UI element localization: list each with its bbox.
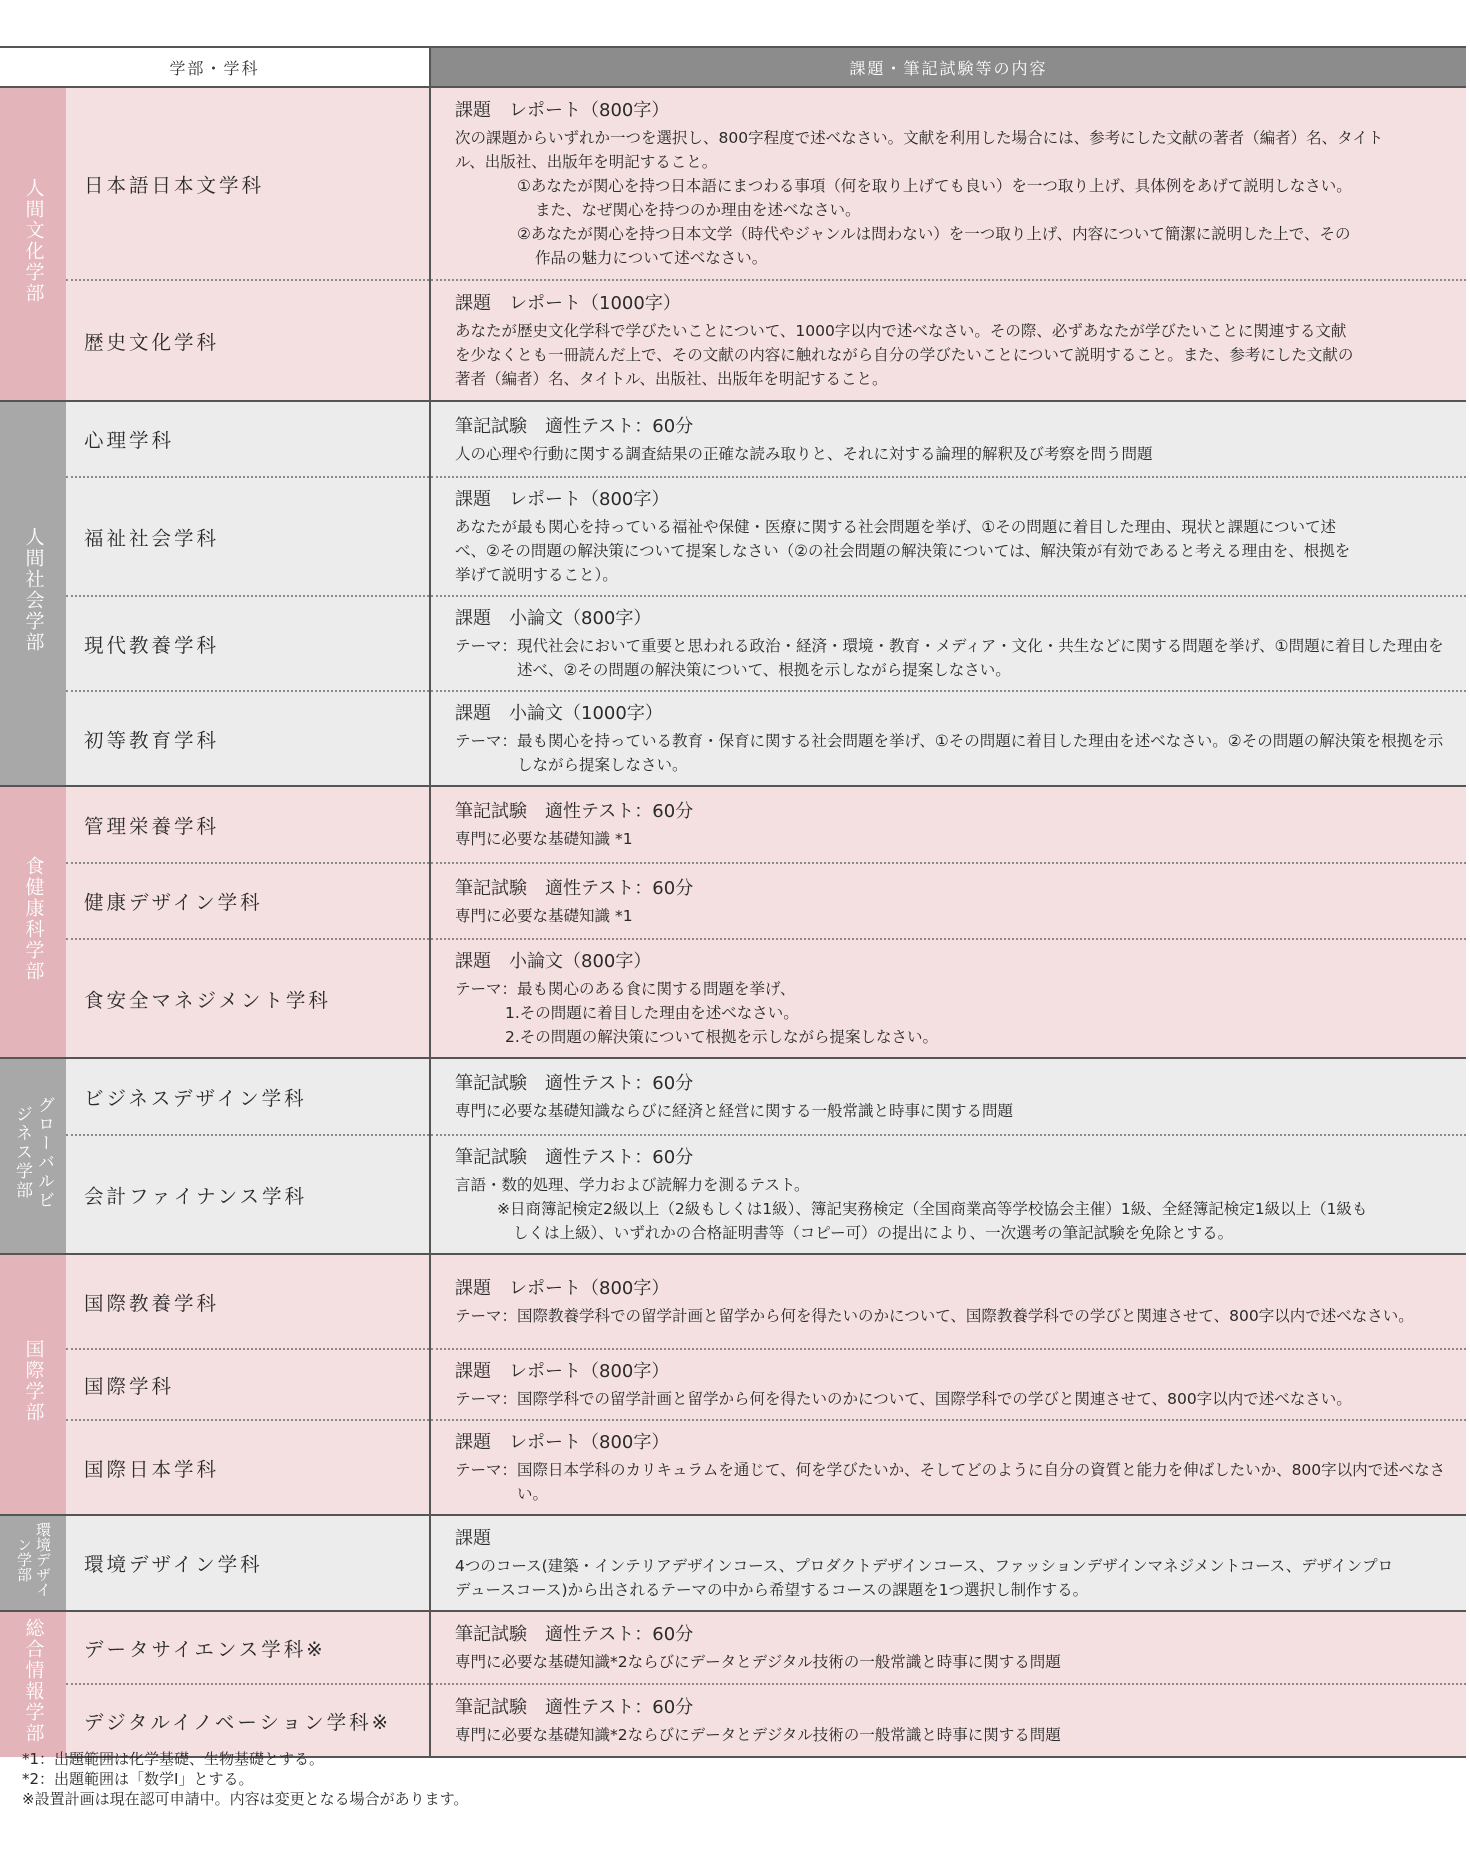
content-title: 筆記試験 適性テスト：60分	[455, 1073, 694, 1094]
content-title: 課題 小論文（1000字）	[455, 703, 663, 724]
faculty-cell	[0, 401, 66, 786]
theme-text: 国際教養学科での留学計画と留学から何を得たいのかについて、国際教養学科での学びと関連させて、800字以内で述べなさい。	[517, 1307, 1414, 1325]
header-dept-column: 学部・学科	[0, 47, 430, 87]
table-header-row	[0, 47, 1466, 87]
content-item: ①あなたが関心を持つ日本語にまつわる事項（何を取り上げても良い）を一つ取り上げ、具体例をあげて説明しなさい。	[517, 177, 1352, 195]
department-name: 歴史文化学科	[66, 280, 430, 401]
content-line: 専門に必要な基礎知識*2ならびにデータとデジタル技術の一般常識と時事に関する問題	[455, 1653, 1061, 1671]
content-item: ②あなたが関心を持つ日本文学（時代やジャンルは問わない）を一つ取り上げ、内容について簡潔に説明した上で、その	[517, 225, 1351, 243]
content-cell	[430, 87, 1466, 280]
table-row	[0, 1349, 1466, 1420]
content-line: 専門に必要な基礎知識ならびに経済と経営に関する一般常識と時事に関する問題	[455, 1102, 1014, 1120]
theme-block	[455, 1387, 1454, 1411]
department-name: 初等教育学科	[66, 691, 430, 786]
content-line: 次の課題からいずれか一つを選択し、800字程度で述べなさい。文献を利用した場合には、参考にした文献の著者（編者）名、タイト	[455, 129, 1384, 147]
theme-subitem: 1.その問題に着目した理由を述べなさい。	[505, 1004, 799, 1022]
department-name: 健康デザイン学科	[66, 863, 430, 939]
faculty-cell	[0, 1254, 66, 1515]
theme-label: テーマ：	[455, 1390, 518, 1408]
theme-text: 国際日本学科のカリキュラムを通じて、何を学びたいか、そしてどのように自分の資質と能力を伸ばしたいか、800字以内で述べなさい。	[517, 1461, 1446, 1503]
content-line: 専門に必要な基礎知識 *1	[455, 830, 633, 848]
content-line: あなたが歴史文化学科で学びたいことについて、1000字以内で述べなさい。その際、必ずあなたが学びたいことに関連する文献	[455, 322, 1347, 340]
department-name: 管理栄養学科	[66, 786, 430, 863]
content-cell	[430, 939, 1466, 1058]
content-title: 課題 レポート（800字）	[455, 1432, 670, 1453]
footnote: *2：出題範囲は「数学Ⅰ」とする。	[22, 1770, 254, 1788]
content-cell	[430, 477, 1466, 596]
theme-block	[455, 634, 1454, 682]
table-row	[0, 280, 1466, 401]
department-name: 環境デザイン学科	[66, 1515, 430, 1611]
table-row	[0, 863, 1466, 939]
exemption-note-continued: しくは上級）、いずれかの合格証明書等（コピー可）の提出により、一次選考の筆記試験を免除とする。	[513, 1224, 1234, 1242]
table-row	[0, 1515, 1466, 1611]
content-line: 言語・数的処理、学力および読解力を測るテスト。	[455, 1176, 810, 1194]
content-cell	[430, 1684, 1466, 1757]
content-title: 課題 レポート（800字）	[455, 1361, 670, 1382]
content-line: 挙げて説明すること）。	[455, 566, 618, 584]
content-title: 課題 レポート（800字）	[455, 1278, 670, 1299]
table-row	[0, 596, 1466, 691]
content-title: 課題 レポート（800字）	[455, 489, 670, 510]
table-row	[0, 87, 1466, 280]
department-name: 国際学科	[66, 1349, 430, 1420]
theme-block	[455, 977, 1454, 1001]
table-row	[0, 1684, 1466, 1757]
content-line: を少なくとも一冊読んだ上で、その文献の内容に触れながら自分の学びたいことについて説明すること。また、参考にした文献の	[455, 346, 1354, 364]
faculty-cell	[0, 1611, 66, 1757]
theme-text: 国際学科での留学計画と留学から何を得たいのかについて、国際学科での学びと関連させて、800字以内で述べなさい。	[517, 1390, 1352, 1408]
content-cell	[430, 596, 1466, 691]
department-name: デジタルイノベーション学科※	[66, 1684, 430, 1757]
content-cell	[430, 1515, 1466, 1611]
content-item-continued: 作品の魅力について述べなさい。	[535, 249, 768, 267]
faculty-cell	[0, 1058, 66, 1254]
theme-block	[455, 1458, 1454, 1506]
faculty-name: 環境デザイン学部	[15, 1522, 52, 1597]
content-line: ル、出版社、出版年を明記すること。	[455, 153, 718, 171]
table-row	[0, 1611, 1466, 1684]
department-name: 現代教養学科	[66, 596, 430, 691]
content-title: 筆記試験 適性テスト：60分	[455, 1624, 694, 1645]
content-title: 課題 レポート（800字）	[455, 100, 670, 121]
department-name: 食安全マネジメント学科	[66, 939, 430, 1058]
content-cell	[430, 1611, 1466, 1684]
department-name: データサイエンス学科※	[66, 1611, 430, 1684]
faculty-name: 国際学部	[22, 1339, 45, 1423]
exemption-note: ※日商簿記検定2級以上（2級もしくは1級）、簿記実務検定（全国商業高等学校協会主催）1級、全経簿記検定1級以上（1級も	[497, 1200, 1368, 1218]
content-line: 人の心理や行動に関する調査結果の正確な読み取りと、それに対する論理的解釈及び考察を問う問題	[455, 444, 1153, 463]
content-line: 著者（編者）名、タイトル、出版社、出版年を明記すること。	[455, 370, 888, 388]
faculty-name: グローバルビジネス学部	[12, 1095, 54, 1210]
faculty-cell	[0, 786, 66, 1058]
content-line: 専門に必要な基礎知識 *1	[455, 906, 633, 925]
table-row	[0, 691, 1466, 786]
content-title: 筆記試験 適性テスト：60分	[455, 801, 694, 822]
department-name: 会計ファイナンス学科	[66, 1135, 430, 1254]
theme-label: テーマ：	[455, 637, 518, 655]
faculty-cell	[0, 1515, 66, 1611]
content-title: 筆記試験 適性テスト：60分	[455, 1697, 694, 1718]
content-cell	[430, 1058, 1466, 1135]
content-cell	[430, 280, 1466, 401]
theme-label: テーマ：	[455, 1461, 518, 1479]
faculty-name: 食健康科学部	[22, 855, 45, 982]
exam-content-table	[0, 46, 1466, 1758]
theme-label: テーマ：	[455, 732, 518, 750]
content-cell	[430, 1254, 1466, 1349]
content-cell	[430, 863, 1466, 939]
table-row	[0, 401, 1466, 477]
table-row	[0, 1135, 1466, 1254]
footnotes	[22, 1749, 468, 1809]
footnote: *1：出題範囲は化学基礎、生物基礎とする。	[22, 1750, 325, 1768]
content-cell	[430, 1349, 1466, 1420]
theme-block	[455, 1304, 1454, 1328]
content-line: べ、②その問題の解決策について提案しなさい（②の社会問題の解決策については、解決策が有効であると考える理由を、根拠を	[455, 542, 1351, 560]
theme-text: 最も関心のある食に関する問題を挙げ、	[517, 980, 796, 998]
table-row	[0, 1420, 1466, 1515]
footnote: ※設置計画は現在認可申請中。内容は変更となる場合があります。	[22, 1790, 469, 1808]
theme-text: 現代社会において重要と思われる政治・経済・環境・教育・メディア・文化・共生などに関する問題を挙げ、①問題に着目した理由を述べ、②その問題の解決策について、根拠を示しながら提案しなさい。	[517, 637, 1444, 679]
theme-block	[455, 729, 1454, 777]
content-line: あなたが最も関心を持っている福祉や保健・医療に関する社会問題を挙げ、①その問題に着目した理由、現状と課題について述	[455, 518, 1336, 536]
exam-table-container	[0, 46, 1466, 1758]
content-cell	[430, 401, 1466, 477]
department-name: 日本語日本文学科	[66, 87, 430, 280]
faculty-cell	[0, 87, 66, 401]
faculty-name: 総合情報学部	[22, 1618, 45, 1744]
table-row	[0, 786, 1466, 863]
theme-label: テーマ：	[455, 1307, 518, 1325]
content-title: 筆記試験 適性テスト：60分	[455, 415, 694, 437]
department-name: 心理学科	[66, 401, 430, 477]
content-line: 専門に必要な基礎知識*2ならびにデータとデジタル技術の一般常識と時事に関する問題	[455, 1726, 1061, 1744]
content-title: 課題 小論文（800字）	[455, 951, 652, 972]
content-cell	[430, 691, 1466, 786]
content-item-continued: また、なぜ関心を持つのか理由を述べなさい。	[535, 201, 861, 219]
content-cell	[430, 1420, 1466, 1515]
header-content-column: 課題・筆記試験等の内容	[430, 47, 1466, 87]
theme-label: テーマ：	[455, 980, 518, 998]
faculty-name: 人間社会学部	[22, 527, 45, 653]
content-cell	[430, 1135, 1466, 1254]
content-title: 課題 レポート（1000字）	[455, 293, 681, 314]
theme-text: 最も関心を持っている教育・保育に関する社会問題を挙げ、①その問題に着目した理由を述べなさい。②その問題の解決策を根拠を示しながら提案しなさい。	[517, 732, 1444, 774]
table-row	[0, 939, 1466, 1058]
department-name: 福祉社会学科	[66, 477, 430, 596]
table-row	[0, 477, 1466, 596]
department-name: ビジネスデザイン学科	[66, 1058, 430, 1135]
department-name: 国際教養学科	[66, 1254, 430, 1349]
content-title: 筆記試験 適性テスト：60分	[455, 1147, 694, 1168]
faculty-name: 人間文化学部	[22, 177, 45, 304]
content-line: デュースコース)から出されるテーマの中から希望するコースの課題を1つ選択し制作する。	[455, 1580, 1089, 1599]
table-row	[0, 1058, 1466, 1135]
department-name: 国際日本学科	[66, 1420, 430, 1515]
content-title: 筆記試験 適性テスト：60分	[455, 877, 694, 899]
table-row	[0, 1254, 1466, 1349]
content-cell	[430, 786, 1466, 863]
content-title: 課題	[455, 1527, 492, 1549]
theme-subitem: 2.その問題の解決策について根拠を示しながら提案しなさい。	[505, 1028, 938, 1046]
content-line: 4つのコース(建築・インテリアデザインコース、プロダクトデザインコース、ファッションデザインマネジメントコース、デザインプロ	[455, 1556, 1394, 1575]
content-title: 課題 小論文（800字）	[455, 608, 652, 629]
